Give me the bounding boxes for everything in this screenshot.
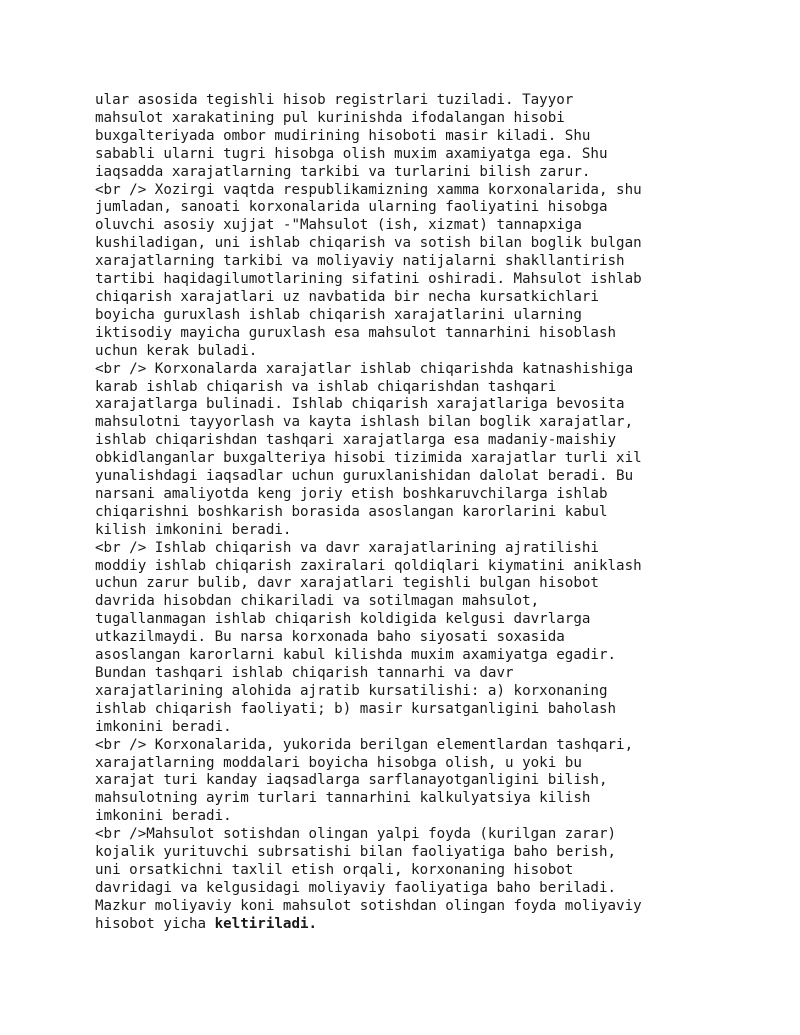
text-line: ishlab chiqarish faoliyati; b) masir kursatganligini baholash [95, 700, 617, 717]
text-line: chiqarishni boshkarish borasida asoslangan karorlarini kabul [95, 503, 608, 520]
text-line: tartibi haqidagilumotlarining sifatini oshiradi. Mahsulot ishlab [95, 271, 642, 288]
text-line: tugallanmagan ishlab chiqarish koldigida kelgusi davrlarga [95, 611, 591, 628]
text-line: chiqarish xarajatlari uz navbatida bir necha kursatkichlari [95, 288, 599, 305]
text-line: asoslangan karorlarni kabul kilishda muxim axamiyatga egadir. [95, 647, 617, 664]
text-line: ular asosida tegishli hisob registrlari tuziladi. Tayyor [95, 92, 574, 108]
text-line: mahsulotning ayrim turlari tannarhini kalkulyatsiya kilish [95, 790, 591, 807]
text-line: kushiladigan, uni ishlab chiqarish va sotish bilan boglik bulgan [95, 235, 642, 252]
text-line: iktisodiy mayicha guruxlash esa mahsulot tannarhini hisoblash [95, 324, 617, 341]
text-line: karab ishlab chiqarish va ishlab chiqarishdan tashqari [95, 378, 557, 395]
text-line: Mazkur moliyaviy koni mahsulot sotishdan olingan foyda moliyaviy [95, 897, 642, 914]
text-line: uni orsatkichni taxlil etish orqali, korxonaning hisobot [95, 861, 574, 878]
text-line: jumladan, sanoati korxonalarida ularning faoliyatini hisobga [95, 199, 608, 216]
text-line: yunalishdagi iaqsadlar uchun guruxlanishidan dalolat beradi. Bu [95, 468, 634, 485]
text-line: boyicha guruxlash ishlab chiqarish xarajatlarini ularning [95, 306, 582, 323]
text-regular: hisobot yicha [95, 915, 215, 932]
text-line: xarajatlarning tarkibi va moliyaviy natijalarni shakllantirish [95, 253, 625, 270]
text-line: buxgalteriyada ombor mudirining hisoboti masir kiladi. Shu [95, 127, 591, 144]
text-line: narsani amaliyotda keng joriy etish boshkaruvchilarga ishlab [95, 485, 608, 502]
text-line: xarajatlarning moddalari boyicha hisobga olish, u yoki bu [95, 754, 582, 771]
text-line: <br /> Xozirgi vaqtda respublikamizning xamma korxonalarida, shu [95, 181, 642, 198]
text-line: uchun kerak buladi. [95, 342, 258, 359]
text-line: kilish imkonini beradi. [95, 521, 292, 538]
text-line: uchun zarur bulib, davr xarajatlari tegishli bulgan hisobot [95, 575, 599, 592]
text-line: <br /> Korxonalarida, yukorida berilgan elementlardan tashqari, [95, 736, 634, 753]
text-line: imkonini beradi. [95, 718, 232, 735]
text-line: ishlab chiqarishdan tashqari xarajatlarga esa madaniy-maishiy [95, 432, 617, 449]
text-line: kojalik yurituvchi subrsatishi bilan faoliyatiga baho berish, [95, 844, 617, 861]
text-line: <br />Mahsulot sotishdan olingan yalpi foyda (kurilgan zarar) [95, 826, 617, 843]
text-line: xarajatlarining alohida ajratib kursatilishi: a) korxonaning [95, 682, 608, 699]
text-line: davrida hisobdan chikariladi va sotilmagan mahsulot, [95, 593, 540, 610]
text-line: sababli ularni tugri hisobga olish muxim axamiyatga ega. Shu [95, 145, 608, 162]
text-line: Bundan tashqari ishlab chiqarish tannarhi va davr [95, 665, 514, 681]
text-line: mahsulotni tayyorlash va kayta ishlash bilan boglik xarajatlar, [95, 414, 634, 431]
text-line: <br /> Ishlab chiqarish va davr xarajatlarining ajratilishi [95, 539, 599, 556]
text-line: imkonini beradi. [95, 808, 232, 825]
document-body [95, 92, 715, 934]
text-line-last [95, 916, 715, 934]
text-bold: keltiriladi. [214, 915, 318, 932]
text-line: moddiy ishlab chiqarish zaxiralari qoldiqlari kiymatini aniklash [95, 557, 642, 574]
text-line: davridagi va kelgusidagi moliyaviy faoliyatiga baho beriladi. [95, 879, 617, 896]
text-line: iaqsadda xarajatlarning tarkibi va turlarini bilish zarur. [95, 163, 591, 180]
text-line: oluvchi asosiy xujjat -"Mahsulot (ish, xizmat) tannapxiga [95, 217, 582, 234]
text-line: xarajatlarga bulinadi. Ishlab chiqarish xarajatlariga bevosita [95, 396, 625, 413]
text-line: mahsulot xarakatining pul kurinishda ifodalangan hisobi [95, 109, 565, 126]
text-line: obkidlanganlar buxgalteriya hisobi tizimida xarajatlar turli xil [95, 450, 642, 467]
text-line: <br /> Korxonalarda xarajatlar ishlab chiqarishda katnashishiga [95, 360, 634, 377]
text-line: xarajat turi kanday iaqsadlarga sarflanayotganligini bilish, [95, 772, 608, 789]
text-line: utkazilmaydi. Bu narsa korxonada baho siyosati soxasida [95, 629, 565, 646]
